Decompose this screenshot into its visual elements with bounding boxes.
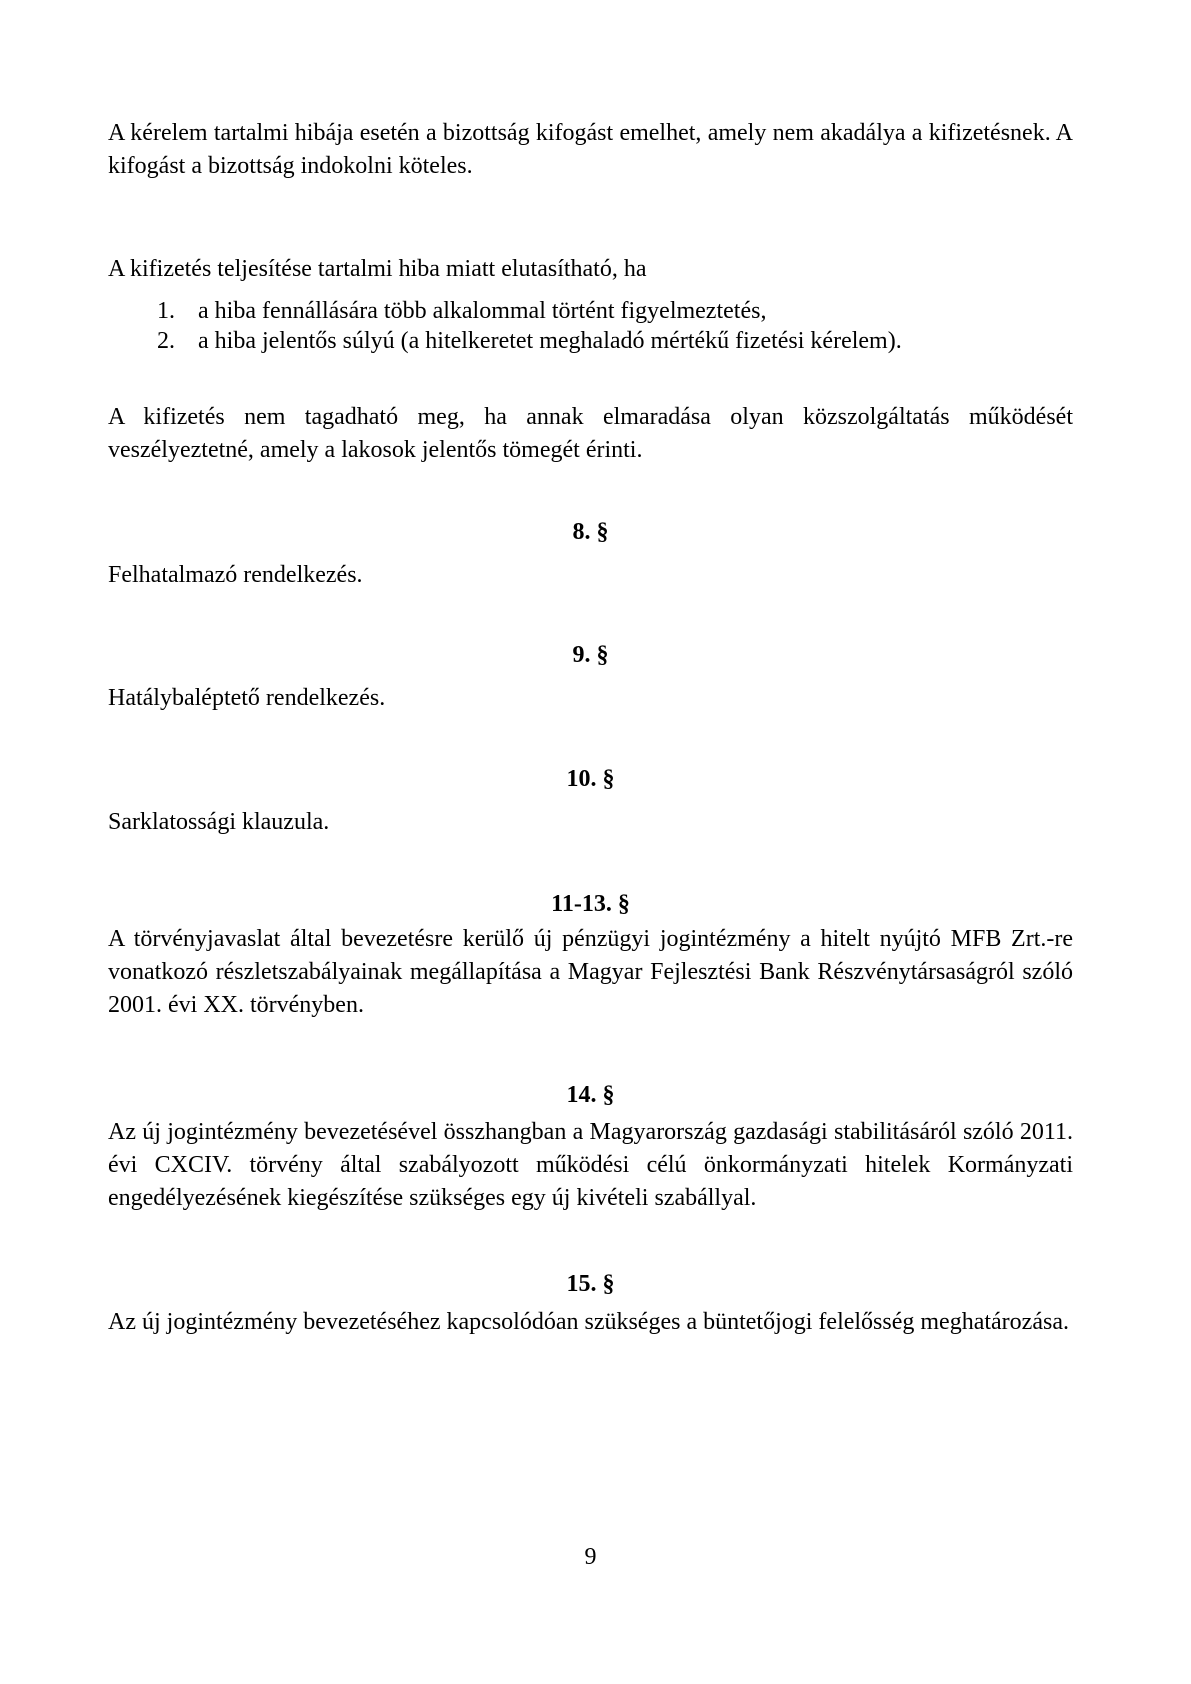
section-body-11-13: A törvényjavaslat által bevezetésre kerülő új pénzügyi jogintézmény a hitelt nyújtó MFB Zrt.-re vonatkozó részletszabályainak megállapítása a Magyar Fejlesztési Bank Részvénytársaságról szóló 2001. évi XX. törvényben. <box>108 926 1073 1018</box>
section-body-14: Az új jogintézmény bevezetésével összhangban a Magyarország gazdasági stabilitásáról szóló 2011. évi CXCIV. törvény által szabályozott működési célú önkormányzati hitelek Kormányzati engedélyezésének kiegészítése szükséges egy új kivételi szabállyal. <box>108 1119 1073 1211</box>
paragraph-rejection-intro: A kifizetés teljesítése tartalmi hiba miatt elutasítható, ha <box>108 256 647 282</box>
section-body-9: Hatálybaléptető rendelkezés. <box>108 685 386 711</box>
list-item-text: a hiba fennállására több alkalommal történt figyelmeztetés, <box>198 298 767 324</box>
section-heading-11-13: 11-13. § <box>551 891 630 917</box>
paragraph-request-error: A kérelem tartalmi hibája esetén a bizottság kifogást emelhet, amely nem akadálya a kifizetésnek. A kifogást a bizottság indokolni köteles. <box>108 120 1073 179</box>
list-item-number: 1. <box>157 298 175 324</box>
list-item <box>108 326 1073 356</box>
section-body-8: Felhatalmazó rendelkezés. <box>108 562 363 588</box>
document-content <box>108 0 1073 1339</box>
list-item-number: 2. <box>157 328 175 354</box>
section-heading-14: 14. § <box>566 1082 615 1108</box>
section-heading-9: 9. § <box>572 642 609 668</box>
list-item-text: a hiba jelentős súlyú (a hitelkeretet meghaladó mértékű fizetési kérelem). <box>198 328 902 354</box>
numbered-list <box>108 296 1073 356</box>
paragraph-no-refusal: A kifizetés nem tagadható meg, ha annak elmaradása olyan közszolgáltatás működését veszélyeztetné, amely a lakosok jelentős tömegét érinti. <box>108 404 1073 463</box>
section-heading-15: 15. § <box>566 1271 615 1297</box>
page-number: 9 <box>584 1544 597 1570</box>
section-body-15: Az új jogintézmény bevezetéséhez kapcsolódóan szükséges a büntetőjogi felelősség meghatározása. <box>108 1309 1069 1335</box>
section-heading-8: 8. § <box>572 519 609 545</box>
list-item <box>108 296 1073 326</box>
section-body-10: Sarklatossági klauzula. <box>108 809 330 835</box>
section-heading-10: 10. § <box>566 766 615 792</box>
